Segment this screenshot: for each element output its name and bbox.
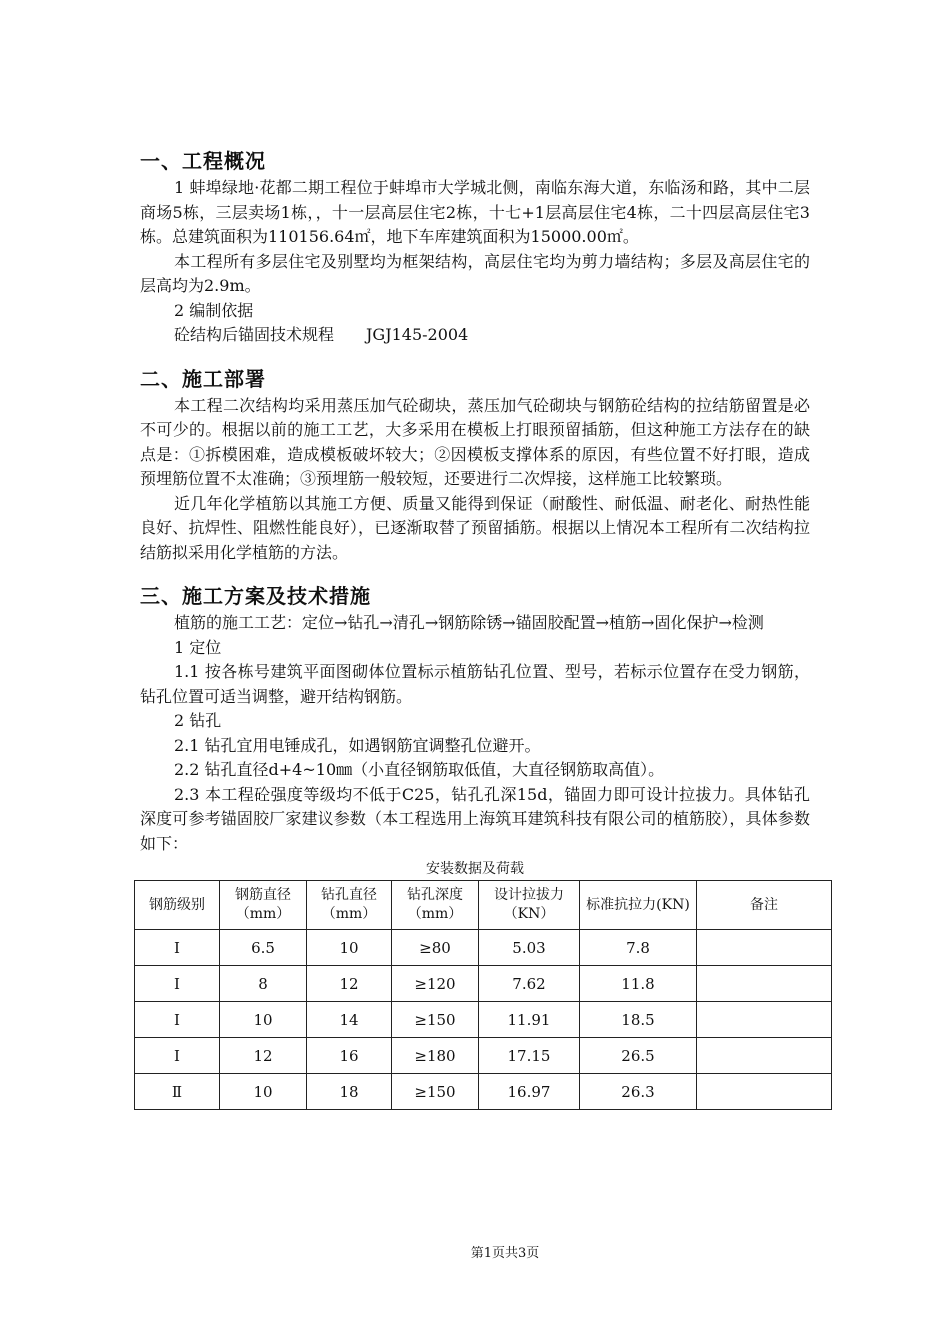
paragraph: 1 定位: [174, 637, 222, 657]
table-cell: [697, 1038, 832, 1074]
table-cell: 12: [307, 966, 392, 1002]
table-cell: 12: [220, 1038, 307, 1074]
table-row: [135, 930, 832, 966]
table-cell: 8: [220, 966, 307, 1002]
table-cell: [697, 1074, 832, 1110]
section-heading-overview: 一、工程概况: [140, 149, 266, 173]
table-cell: 11.8: [580, 966, 697, 1002]
table-header-cell: 设计拉拔力（KN）: [479, 881, 580, 930]
table-cell: 16: [307, 1038, 392, 1074]
section-heading-plan: 三、施工方案及技术措施: [140, 584, 371, 608]
paragraph: 2 编制依据: [174, 300, 254, 320]
table-cell: Ⅰ: [135, 1002, 220, 1038]
table-cell: Ⅰ: [135, 966, 220, 1002]
table-cell: 11.91: [479, 1002, 580, 1038]
table-cell: 18.5: [580, 1002, 697, 1038]
table-cell: Ⅰ: [135, 1038, 220, 1074]
table-header-row: [135, 881, 832, 930]
table-header-cell: 钻孔直径（mm）: [307, 881, 392, 930]
table-row: [135, 1002, 832, 1038]
table-cell: [697, 930, 832, 966]
table-cell: ≥80: [392, 930, 479, 966]
table-cell: 10: [220, 1002, 307, 1038]
table-cell: 10: [220, 1074, 307, 1110]
table-header-cell: 钢筋直径（mm）: [220, 881, 307, 930]
paragraph: 2.1 钻孔宜用电锤成孔，如遇钢筋宜调整孔位避开。: [174, 735, 541, 755]
table-cell: ≥180: [392, 1038, 479, 1074]
table-header-cell: 标准抗拉力(KN): [580, 881, 697, 930]
paragraph: 2.3 本工程砼强度等级均不低于C25，钻孔孔深15d，锚固力即可设计拉拔力。具体钻孔深度可参考锚固胶厂家建议参数（本工程选用上海筑耳建筑科技有限公司的植筋胶），具体参数如下：: [140, 784, 810, 853]
table-header-cell: 钢筋级别: [135, 881, 220, 930]
table-cell: Ⅰ: [135, 930, 220, 966]
table-cell: [697, 1002, 832, 1038]
page-number-footer: 第1页共3页: [470, 1246, 540, 1261]
table-cell: 18: [307, 1074, 392, 1110]
paragraph: 1 蚌埠绿地·花都二期工程位于蚌埠市大学城北侧，南临东海大道，东临汤和路，其中二层商场5栋，三层卖场1栋，，十一层高层住宅2栋，十七+1层高层住宅4栋，二十四层高层住宅3栋。总建筑面积为110156.64㎡，地下车库建筑面积为15000.00㎡。: [140, 178, 810, 246]
table-header-cell: 钻孔深度（mm）: [392, 881, 479, 930]
table-cell: 5.03: [479, 930, 580, 966]
section-heading-deployment: 二、施工部署: [140, 366, 266, 391]
table-cell: ≥150: [392, 1074, 479, 1110]
table-cell: 16.97: [479, 1074, 580, 1110]
paragraph: 植筋的施工工艺：定位→钻孔→清孔→钢筋除锈→锚固胶配置→植筋→固化保护→检测: [174, 613, 764, 632]
table-cell: 17.15: [479, 1038, 580, 1074]
table-row: [135, 966, 832, 1002]
installation-data-table: [134, 880, 832, 1110]
paragraph: 本工程所有多层住宅及别墅均为框架结构，高层住宅均为剪力墙结构；多层及高层住宅的层高均为2.9m。: [140, 251, 810, 295]
paragraph: 近几年化学植筋以其施工方便、质量又能得到保证（耐酸性、耐低温、耐老化、耐热性能良好、抗焊性、阻燃性能良好），已逐渐取替了预留插筋。根据以上情况本工程所有二次结构拉结筋拟采用化学植筋的方法。: [140, 493, 810, 562]
paragraph: 2.2 钻孔直径d+4~10㎜（小直径钢筋取低值，大直径钢筋取高值）。: [174, 760, 665, 779]
table-caption: 安装数据及荷载: [426, 861, 524, 877]
paragraph: 1.1 按各栋号建筑平面图砌体位置标示植筋钻孔位置、型号，若标示位置存在受力钢筋，钻孔位置可适当调整，避开结构钢筋。: [140, 662, 810, 706]
table-cell: 14: [307, 1002, 392, 1038]
table-cell: 26.3: [580, 1074, 697, 1110]
table-cell: 7.62: [479, 966, 580, 1002]
table-header-cell: 备注: [697, 881, 832, 930]
table-cell: 7.8: [580, 930, 697, 966]
table-cell: 26.5: [580, 1038, 697, 1074]
paragraph: 2 钻孔: [174, 711, 222, 730]
table-row: [135, 1074, 832, 1110]
table-row: [135, 1038, 832, 1074]
table-cell: [697, 966, 832, 1002]
table-cell: ≥150: [392, 1002, 479, 1038]
paragraph: 本工程二次结构均采用蒸压加气砼砌块，蒸压加气砼砌块与钢筋砼结构的拉结筋留置是必不可少的。根据以前的施工工艺，大多采用在模板上打眼预留插筋，但这种施工方法存在的缺点是：①拆模困难，造成模板破坏较大；②因模板支撑体系的原因，有些位置不好打眼，造成预埋筋位置不太准确；③预埋筋一般较短，还要进行二次焊接，这样施工比较繁琐。: [140, 395, 810, 488]
table-cell: 10: [307, 930, 392, 966]
document-body: [140, 146, 810, 1110]
table-cell: Ⅱ: [135, 1074, 220, 1110]
table-cell: ≥120: [392, 966, 479, 1002]
table-cell: 6.5: [220, 930, 307, 966]
paragraph: 砼结构后锚固技术规程 JGJ145-2004: [174, 325, 469, 344]
